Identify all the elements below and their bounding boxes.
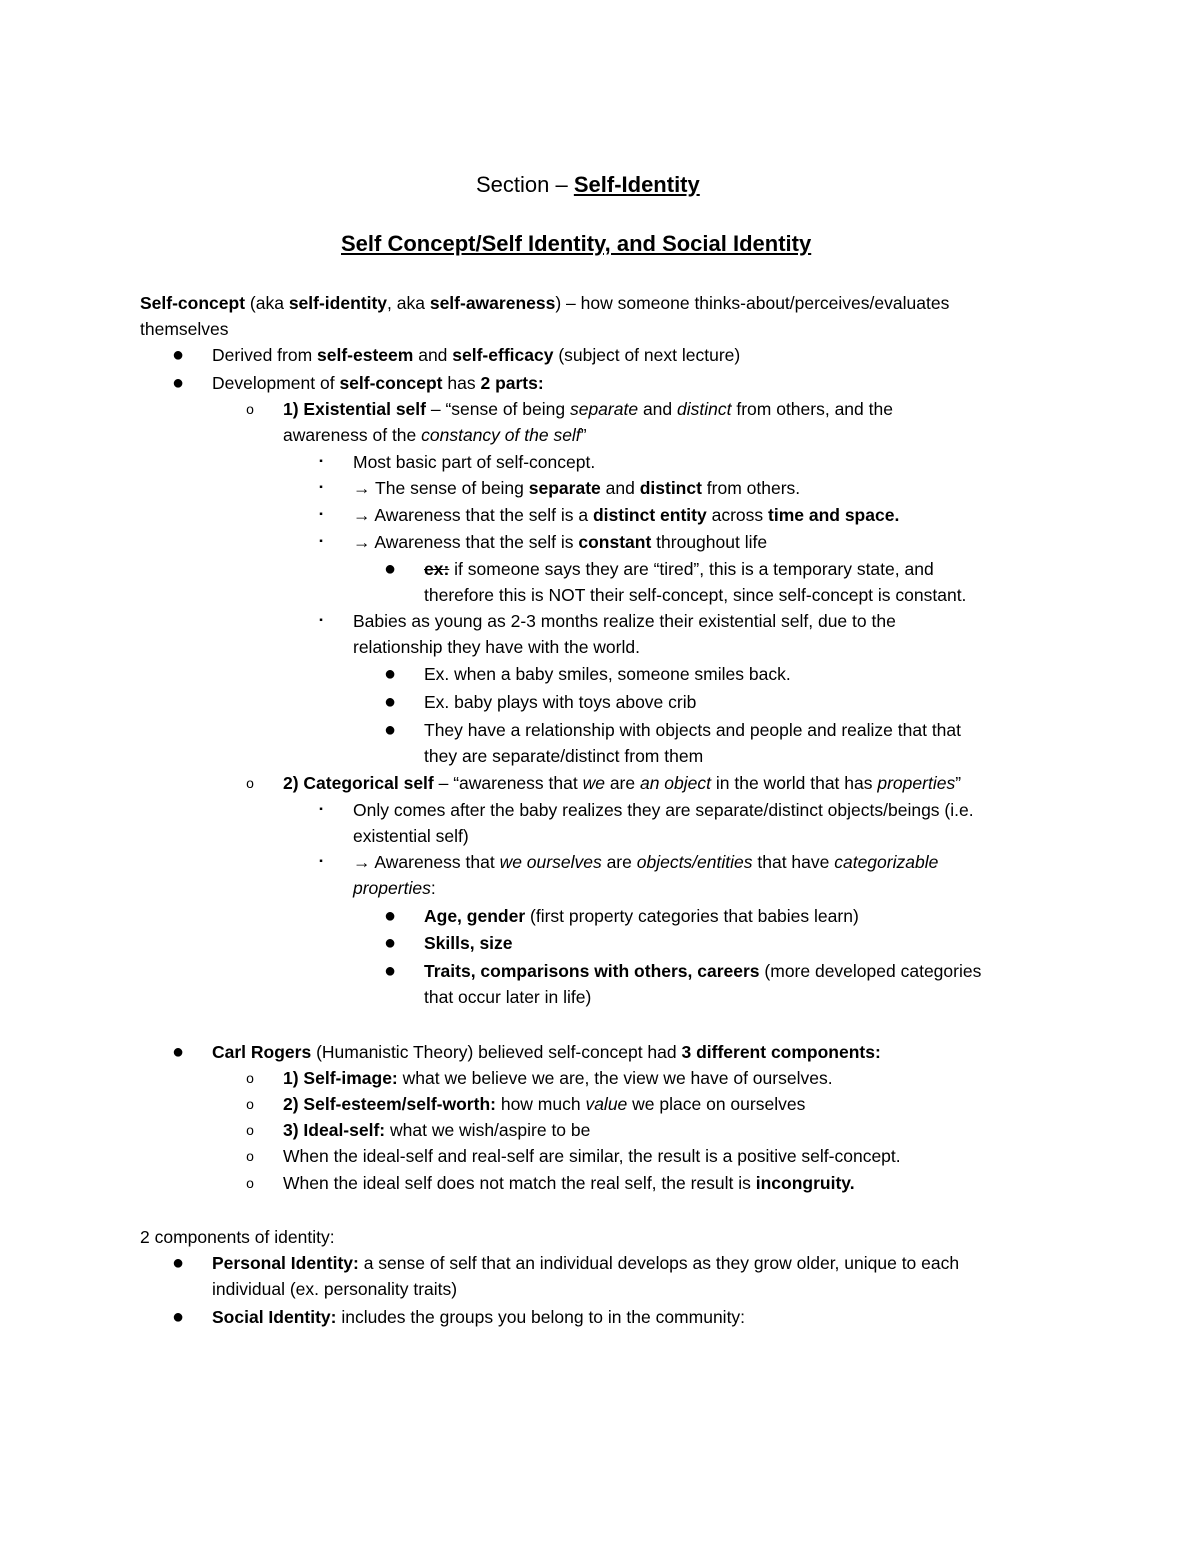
babies-line-1 [353, 610, 896, 632]
traits-line-1 [424, 960, 981, 982]
bullet-circle-icon: o [246, 1070, 254, 1086]
text-segment: throughout life [651, 532, 768, 552]
text-segment: Ex. baby plays with toys above crib [424, 692, 697, 712]
text-segment: themselves [140, 319, 229, 339]
main-heading: Self Concept/Self Identity, and Social Identity [341, 231, 812, 256]
tired-line-1 [424, 558, 934, 580]
text-segment: properties [353, 878, 431, 898]
development-line [212, 372, 544, 394]
text-segment: distinct entity [592, 505, 707, 525]
text-segment: – “sense of being [425, 399, 570, 419]
text-segment: 3) Ideal-self: [283, 1120, 386, 1140]
bullet-circle-icon: o [246, 401, 254, 417]
text-segment: → Awareness that the self is a [353, 505, 593, 525]
bullet-dot-icon: ● [383, 558, 397, 580]
text-segment: Carl Rogers [212, 1042, 312, 1062]
text-segment: Social Identity: [212, 1307, 337, 1327]
text-segment: therefore this is NOT their self-concept, since self-concept is constant. [424, 585, 967, 605]
text-segment: includes the groups you belong to in the community: [336, 1307, 746, 1327]
separate-line [353, 477, 800, 499]
text-segment: we ourselves [499, 852, 602, 872]
text-segment: incongruity. [755, 1173, 855, 1193]
text-segment: from others, and the [731, 399, 893, 419]
bullet-square-icon: ▪ [319, 509, 323, 520]
text-segment: a sense of self that an individual develops as they grow older, unique to each [358, 1253, 960, 1273]
text-segment: Skills, size [424, 933, 513, 953]
text-segment: in the world that has [711, 773, 878, 793]
self-esteem-line [283, 1093, 805, 1115]
existential-line-2 [283, 424, 587, 446]
bullet-dot-icon: ● [383, 905, 397, 927]
text-segment: what we believe we are, the view we have of ourselves. [397, 1068, 833, 1088]
bullet-square-icon: ▪ [319, 482, 323, 493]
text-segment: When the ideal-self and real-self are similar, the result is a positive self-concept. [283, 1146, 901, 1166]
text-segment: (first property categories that babies learn) [525, 906, 859, 926]
relationship-line-1 [424, 719, 961, 741]
bullet-square-icon: ▪ [319, 856, 323, 867]
text-segment: that occur later in life) [424, 987, 592, 1007]
text-segment: self-efficacy [452, 345, 554, 365]
text-segment: objects/entities [636, 852, 753, 872]
derived-line [212, 344, 740, 366]
text-segment: an object [639, 773, 712, 793]
traits-line-2 [424, 986, 591, 1008]
text-segment: ex: [424, 559, 450, 579]
text-segment: we place on ourselves [627, 1094, 806, 1114]
only-after-line-2 [353, 825, 469, 847]
text-segment: ” [955, 773, 962, 793]
text-segment: are [604, 773, 640, 793]
text-segment: 2) Categorical self [283, 773, 434, 793]
text-segment: → Awareness that [353, 852, 500, 872]
intro-line-2 [140, 318, 229, 340]
section-title [476, 172, 700, 198]
constant-line [353, 531, 767, 553]
text-segment: relationship they have with the world. [353, 637, 640, 657]
smiles-line [424, 663, 791, 685]
text-segment: 2 parts: [480, 373, 544, 393]
relationship-line-2 [424, 745, 703, 767]
bullet-circle-icon: o [246, 1096, 254, 1112]
text-segment: Derived from [212, 345, 318, 365]
bullet-dot-icon: ● [171, 1252, 185, 1274]
categorizable-line-2 [353, 877, 436, 899]
text-segment: constancy of the self [421, 425, 581, 445]
bullet-dot-icon: ● [171, 344, 185, 366]
intro-line-1 [140, 292, 949, 314]
bullet-square-icon: ▪ [319, 804, 323, 815]
categorizable-line-1 [353, 851, 938, 873]
categorical-line [283, 772, 961, 794]
text-segment: ) – how someone thinks-about/perceives/evaluates [555, 293, 950, 313]
babies-line-2 [353, 636, 640, 658]
section-title-name: Self-Identity [573, 172, 700, 197]
text-segment: Personal Identity: [212, 1253, 359, 1273]
text-segment: has [442, 373, 481, 393]
personal-line-2 [212, 1278, 457, 1300]
text-segment: time and space. [768, 505, 900, 525]
text-segment: value [585, 1094, 628, 1114]
bullet-circle-icon: o [246, 1122, 254, 1138]
text-segment: existential self) [353, 826, 469, 846]
text-segment: and [638, 399, 678, 419]
text-segment: if someone says they are “tired”, this is a temporary state, and [449, 559, 934, 579]
age-gender-line [424, 905, 859, 927]
text-segment: separate [528, 478, 601, 498]
text-segment: Age, gender [424, 906, 526, 926]
text-segment: → Awareness that the self is [353, 532, 579, 552]
text-segment: distinct [677, 399, 732, 419]
similar-line [283, 1145, 901, 1167]
bullet-dot-icon: ● [383, 960, 397, 982]
bullet-dot-icon: ● [383, 663, 397, 685]
text-segment: we [582, 773, 605, 793]
bullet-dot-icon: ● [383, 719, 397, 741]
text-segment: self-identity [288, 293, 388, 313]
text-segment: self-concept [339, 373, 443, 393]
bullet-square-icon: ▪ [319, 456, 323, 467]
bullet-dot-icon: ● [171, 1041, 185, 1063]
text-segment: Development of [212, 373, 340, 393]
text-segment: Only comes after the baby realizes they are separate/distinct objects/beings (i.e. [353, 800, 974, 820]
text-segment: separate [569, 399, 639, 419]
text-segment: (more developed categories [759, 961, 982, 981]
bullet-dot-icon: ● [171, 372, 185, 394]
bullet-circle-icon: o [246, 1175, 254, 1191]
personal-line-1 [212, 1252, 959, 1274]
rogers-line [212, 1041, 881, 1063]
text-segment: 3 different components: [681, 1042, 881, 1062]
text-segment: Ex. when a baby smiles, someone smiles back. [424, 664, 791, 684]
text-segment: 1) Self-image: [283, 1068, 398, 1088]
text-segment: constant [578, 532, 652, 552]
text-segment: (subject of next lecture) [553, 345, 741, 365]
text-segment: Babies as young as 2-3 months realize their existential self, due to the [353, 611, 896, 631]
text-segment: that have [752, 852, 835, 872]
text-segment: from others. [701, 478, 801, 498]
text-segment: Traits, comparisons with others, careers [424, 961, 760, 981]
text-segment: self-awareness [429, 293, 556, 313]
text-segment: They have a relationship with objects and people and realize that that [424, 720, 962, 740]
only-after-line-1 [353, 799, 974, 821]
bullet-dot-icon: ● [383, 691, 397, 713]
text-segment: → The sense of being [353, 478, 529, 498]
bullet-circle-icon: o [246, 1148, 254, 1164]
text-segment: and [413, 345, 453, 365]
bullet-square-icon: ▪ [319, 615, 323, 626]
text-segment: : [430, 878, 436, 898]
self-image-line [283, 1067, 833, 1089]
text-segment: (aka [245, 293, 289, 313]
existential-line-1 [283, 398, 893, 420]
bullet-square-icon: ▪ [319, 536, 323, 547]
text-segment: When the ideal self does not match the real self, the result is [283, 1173, 756, 1193]
ideal-self-line [283, 1119, 590, 1141]
text-segment: 2) Self-esteem/self-worth: [283, 1094, 496, 1114]
skills-line [424, 932, 513, 954]
section-title-prefix: Section – [476, 172, 574, 197]
text-segment: across [706, 505, 768, 525]
text-segment: ” [580, 425, 587, 445]
text-segment: individual (ex. personality traits) [212, 1279, 458, 1299]
text-segment: – “awareness that [433, 773, 583, 793]
text-segment: 1) Existential self [283, 399, 426, 419]
components-line [140, 1226, 335, 1248]
bullet-circle-icon: o [246, 775, 254, 791]
text-segment: properties [877, 773, 956, 793]
text-segment: distinct [639, 478, 702, 498]
text-segment: Self-concept [140, 293, 246, 313]
text-segment: self-esteem [317, 345, 414, 365]
text-segment: and [600, 478, 640, 498]
text-segment: Most basic part of self-concept. [353, 452, 596, 472]
toys-line [424, 691, 696, 713]
tired-line-2 [424, 584, 966, 606]
incongruity-line [283, 1172, 855, 1194]
text-segment: categorizable [834, 852, 939, 872]
text-segment: how much [495, 1094, 586, 1114]
text-segment: are [601, 852, 637, 872]
entity-line [353, 504, 899, 526]
text-segment: they are separate/distinct from them [424, 746, 704, 766]
text-segment: (Humanistic Theory) believed self-concept had [311, 1042, 682, 1062]
text-segment: 2 components of identity: [140, 1227, 335, 1247]
bullet-dot-icon: ● [171, 1306, 185, 1328]
basic-part-line [353, 451, 595, 473]
text-segment: what we wish/aspire to be [385, 1120, 591, 1140]
social-line [212, 1306, 745, 1328]
text-segment: awareness of the [283, 425, 422, 445]
bullet-dot-icon: ● [383, 932, 397, 954]
text-segment: , aka [387, 293, 430, 313]
